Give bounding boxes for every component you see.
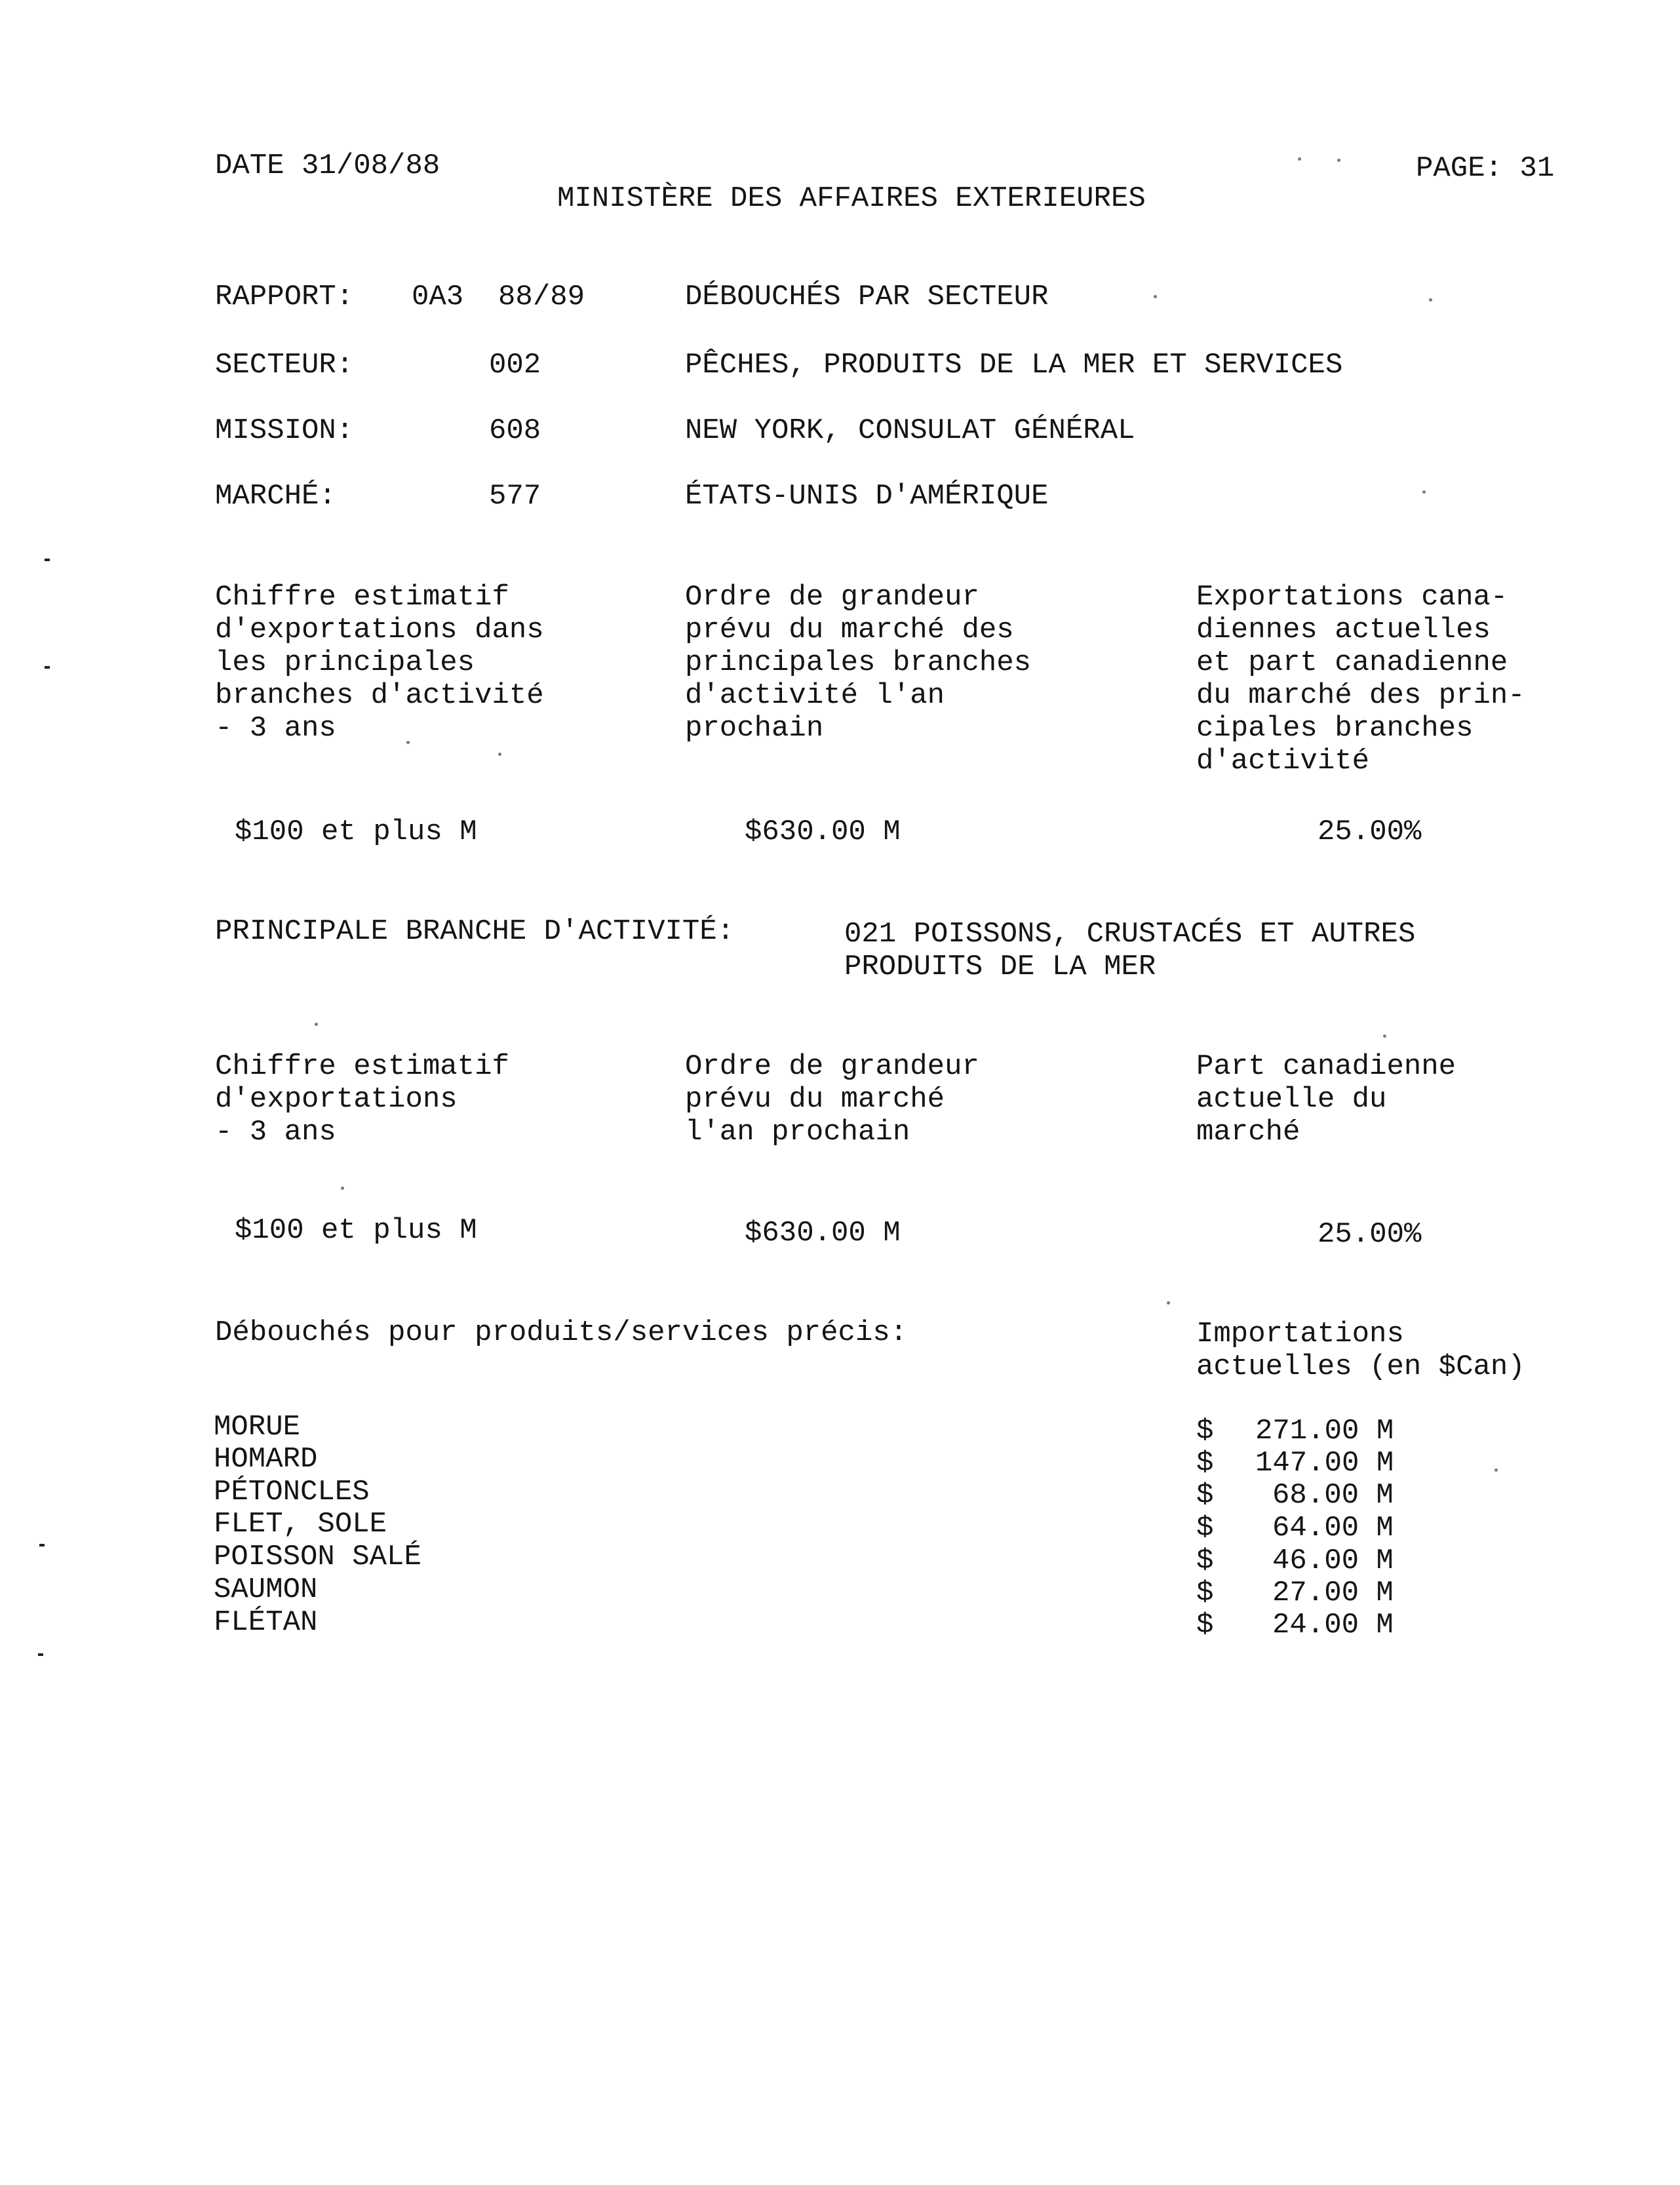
product-currency: $ (1196, 1609, 1214, 1642)
branch-col1-value: $100 et plus M (235, 1214, 477, 1247)
product-currency: $ (1196, 1479, 1214, 1512)
scan-speck (1154, 295, 1157, 298)
product-name: FLET, SOLE (214, 1508, 387, 1541)
product-value: 271.00 M (1255, 1415, 1394, 1447)
scan-mark (39, 1544, 45, 1546)
scan-speck (1494, 1468, 1498, 1472)
product-value: 68.00 M (1272, 1479, 1394, 1512)
sector-col3-header: Exportations cana- diennes actuelles et part canadienne du marché des prin- cipales branches d'activité (1196, 581, 1525, 778)
scan-speck (1422, 490, 1426, 494)
marche-label: MARCHÉ: (215, 480, 336, 513)
scan-speck (1383, 1034, 1386, 1038)
imports-header: Importations actuelles (en $Can) (1196, 1318, 1525, 1383)
product-value: 27.00 M (1272, 1577, 1394, 1609)
rapport-code: 0A3 88/89 (412, 281, 585, 313)
branch-col2-value: $630.00 M (745, 1217, 901, 1250)
scan-mark (38, 1653, 43, 1656)
sector-col3-value: 25.00% (1318, 816, 1422, 848)
branch-col1-header: Chiffre estimatif d'exportations - 3 ans (215, 1050, 509, 1149)
mission-label: MISSION: (215, 414, 354, 447)
product-name: MORUE (214, 1411, 301, 1444)
product-name: SAUMON (214, 1573, 318, 1606)
scan-speck (1167, 1301, 1170, 1305)
ministry-title: MINISTÈRE DES AFFAIRES EXTERIEURES (557, 182, 1146, 215)
scan-mark (45, 559, 50, 561)
branch-col3-header: Part canadienne actuelle du marché (1196, 1050, 1456, 1149)
product-currency: $ (1196, 1577, 1214, 1609)
sector-col2-header: Ordre de grandeur prévu du marché des principales branches d'activité l'an prochain (685, 581, 1032, 745)
product-currency: $ (1196, 1512, 1214, 1545)
branch-label: PRINCIPALE BRANCHE D'ACTIVITÉ: (215, 915, 735, 948)
secteur-label: SECTEUR: (215, 349, 354, 382)
branch-col3-value: 25.00% (1318, 1218, 1422, 1251)
rapport-label: RAPPORT: (215, 281, 354, 313)
sector-col2-value: $630.00 M (745, 816, 901, 848)
branch-value: 021 POISSONS, CRUSTACÉS ET AUTRES PRODUITS DE LA MER (844, 918, 1416, 983)
product-value: 64.00 M (1272, 1512, 1394, 1545)
product-currency: $ (1196, 1447, 1214, 1480)
products-title: Débouchés pour produits/services précis: (215, 1316, 908, 1349)
page-number: PAGE: 31 (1416, 152, 1555, 185)
product-name: POISSON SALÉ (214, 1541, 421, 1573)
secteur-code: 002 (489, 349, 541, 382)
product-name: PÉTONCLES (214, 1476, 370, 1508)
product-value: 46.00 M (1272, 1545, 1394, 1577)
scan-speck (341, 1187, 344, 1190)
scan-speck (1298, 157, 1301, 161)
report-date: DATE 31/08/88 (215, 149, 440, 182)
scan-speck (315, 1023, 318, 1026)
scan-speck (1337, 159, 1340, 162)
mission-code: 608 (489, 414, 541, 447)
secteur-value: PÊCHES, PRODUITS DE LA MER ET SERVICES (685, 349, 1343, 382)
product-currency: $ (1196, 1545, 1214, 1577)
product-name: FLÉTAN (214, 1606, 318, 1639)
product-value: 147.00 M (1255, 1447, 1394, 1480)
scan-mark (45, 666, 50, 669)
branch-col2-header: Ordre de grandeur prévu du marché l'an prochain (685, 1050, 979, 1149)
rapport-value: DÉBOUCHÉS PAR SECTEUR (685, 281, 1049, 313)
sector-col1-value: $100 et plus M (235, 816, 477, 848)
scan-speck (1429, 298, 1432, 302)
sector-col1-header: Chiffre estimatif d'exportations dans les principales branches d'activité - 3 ans (215, 581, 544, 745)
marche-code: 577 (489, 480, 541, 513)
product-name: HOMARD (214, 1443, 318, 1476)
product-value: 24.00 M (1272, 1609, 1394, 1642)
marche-value: ÉTATS-UNIS D'AMÉRIQUE (685, 480, 1049, 513)
scan-speck (498, 753, 501, 756)
mission-value: NEW YORK, CONSULAT GÉNÉRAL (685, 414, 1135, 447)
scan-speck (406, 741, 410, 744)
product-currency: $ (1196, 1415, 1214, 1447)
